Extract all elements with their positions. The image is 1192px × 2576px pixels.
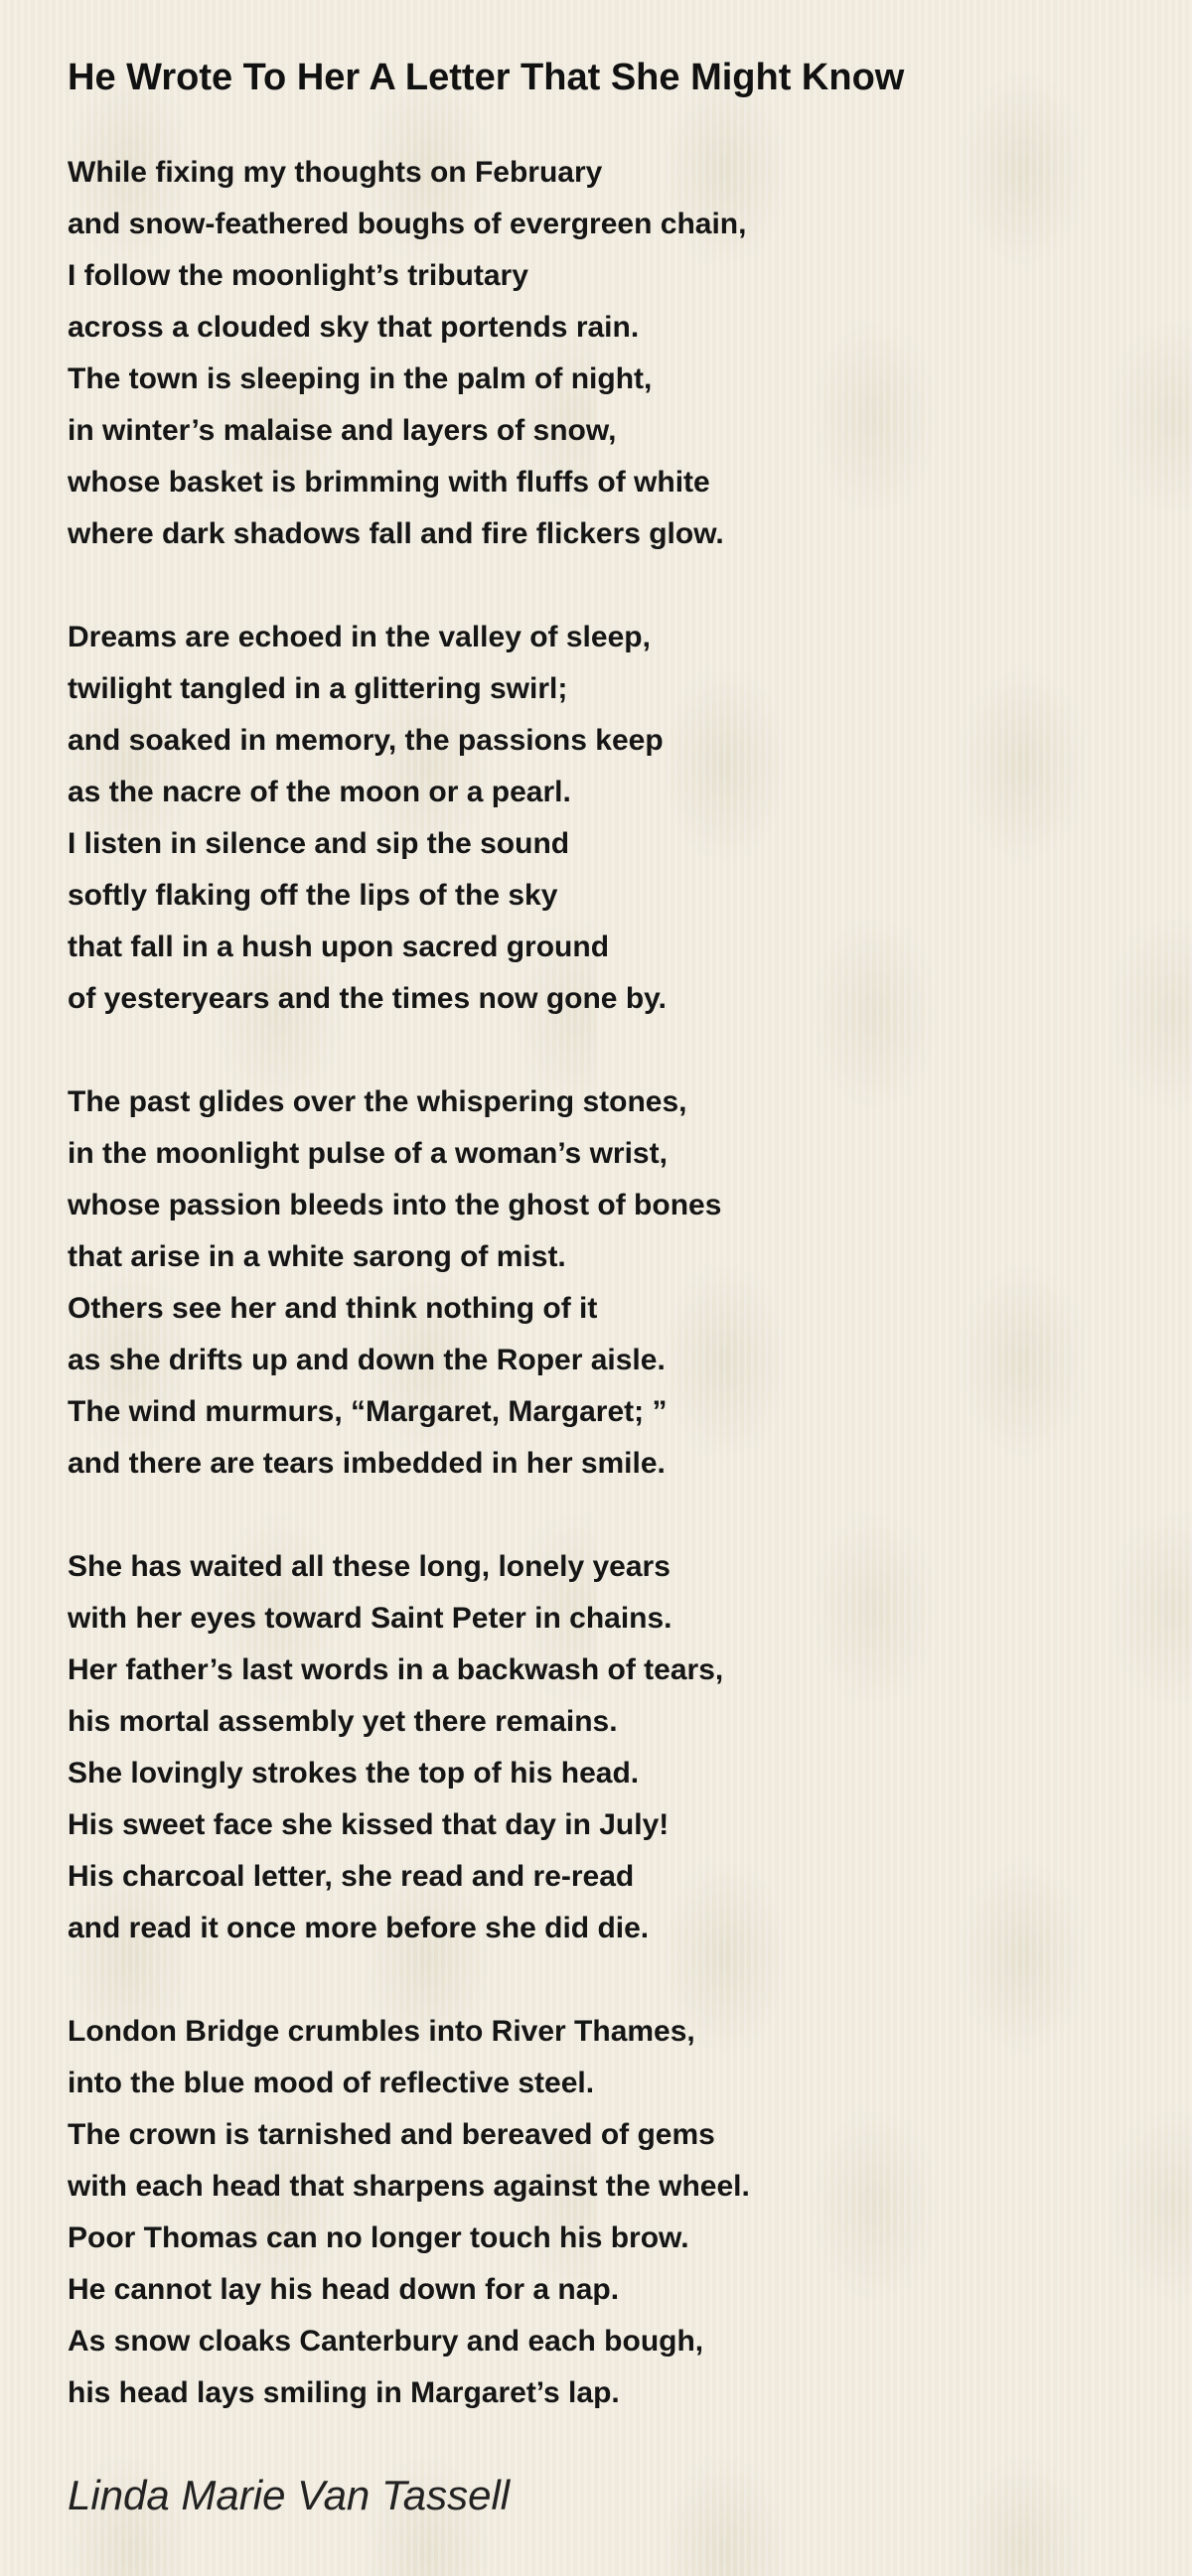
poem-title: He Wrote To Her A Letter That She Might Know (68, 57, 905, 98)
poem-line: As snow cloaks Canterbury and each bough, (68, 2325, 704, 2358)
poem-line: Her father’s last words in a backwash of tears, (68, 1653, 724, 1686)
poem-line: his mortal assembly yet there remains. (68, 1705, 618, 1738)
poem-line: with her eyes toward Saint Peter in chains. (68, 1602, 672, 1635)
poem-line: Poor Thomas can no longer touch his brow. (68, 2221, 689, 2254)
poem-line: Dreams are echoed in the valley of sleep, (68, 621, 651, 653)
stanza-3 (68, 1076, 1140, 1490)
poem-line: The crown is tarnished and bereaved of gems (68, 2118, 715, 2151)
poem-line: whose basket is brimming with fluffs of white (68, 466, 710, 499)
poem-line: as she drifts up and down the Roper aisle. (68, 1344, 666, 1376)
poem-line: Others see her and think nothing of it (68, 1292, 598, 1325)
poem-line: whose passion bleeds into the ghost of bones (68, 1189, 722, 1221)
poem-line: and there are tears imbedded in her smile. (68, 1447, 666, 1480)
poem-line: that arise in a white sarong of mist. (68, 1240, 566, 1273)
poem-line: softly flaking off the lips of the sky (68, 879, 558, 912)
poem-body (68, 147, 1140, 2471)
poem-line: The past glides over the whispering stones, (68, 1085, 687, 1118)
stanza-1 (68, 147, 1140, 560)
poem-line: in winter’s malaise and layers of snow, (68, 414, 617, 447)
poem-line: and soaked in memory, the passions keep (68, 724, 664, 757)
poem-line: that fall in a hush upon sacred ground (68, 930, 610, 963)
poem-line: as the nacre of the moon or a pearl. (68, 776, 571, 808)
poem-line: She lovingly strokes the top of his head. (68, 1757, 640, 1789)
stanza-4 (68, 1541, 1140, 1954)
poem-line: twilight tangled in a glittering swirl; (68, 672, 568, 705)
poem-line: I listen in silence and sip the sound (68, 827, 570, 860)
poem-line: He cannot lay his head down for a nap. (68, 2273, 620, 2306)
poem-line: While fixing my thoughts on February (68, 156, 603, 189)
poem-line: The town is sleeping in the palm of night, (68, 362, 653, 395)
poem-line: London Bridge crumbles into River Thames, (68, 2015, 695, 2048)
poem-line: She has waited all these long, lonely years (68, 1550, 670, 1583)
stanza-2 (68, 612, 1140, 1025)
poem-author: Linda Marie Van Tassell (68, 2472, 511, 2518)
poem-line: of yesteryears and the times now gone by. (68, 982, 667, 1015)
poem-line: across a clouded sky that portends rain. (68, 311, 640, 344)
poem-line: in the moonlight pulse of a woman’s wrist, (68, 1137, 668, 1170)
poem-line: into the blue mood of reflective steel. (68, 2067, 595, 2099)
poem-line: with each head that sharpens against the wheel. (68, 2170, 750, 2203)
poem-line: His charcoal letter, she read and re-read (68, 1860, 635, 1893)
poem-line: where dark shadows fall and fire flickers glow. (68, 517, 724, 550)
poem-line: his head lays smiling in Margaret’s lap. (68, 2376, 620, 2409)
poem-line: His sweet face she kissed that day in July! (68, 1808, 670, 1841)
poem-line: and snow-feathered boughs of evergreen chain, (68, 208, 747, 240)
poem-line: and read it once more before she did die. (68, 1912, 650, 1944)
poem-line: I follow the moonlight’s tributary (68, 259, 528, 292)
stanza-5 (68, 2006, 1140, 2419)
poem-line: The wind murmurs, “Margaret, Margaret; ” (68, 1395, 668, 1428)
